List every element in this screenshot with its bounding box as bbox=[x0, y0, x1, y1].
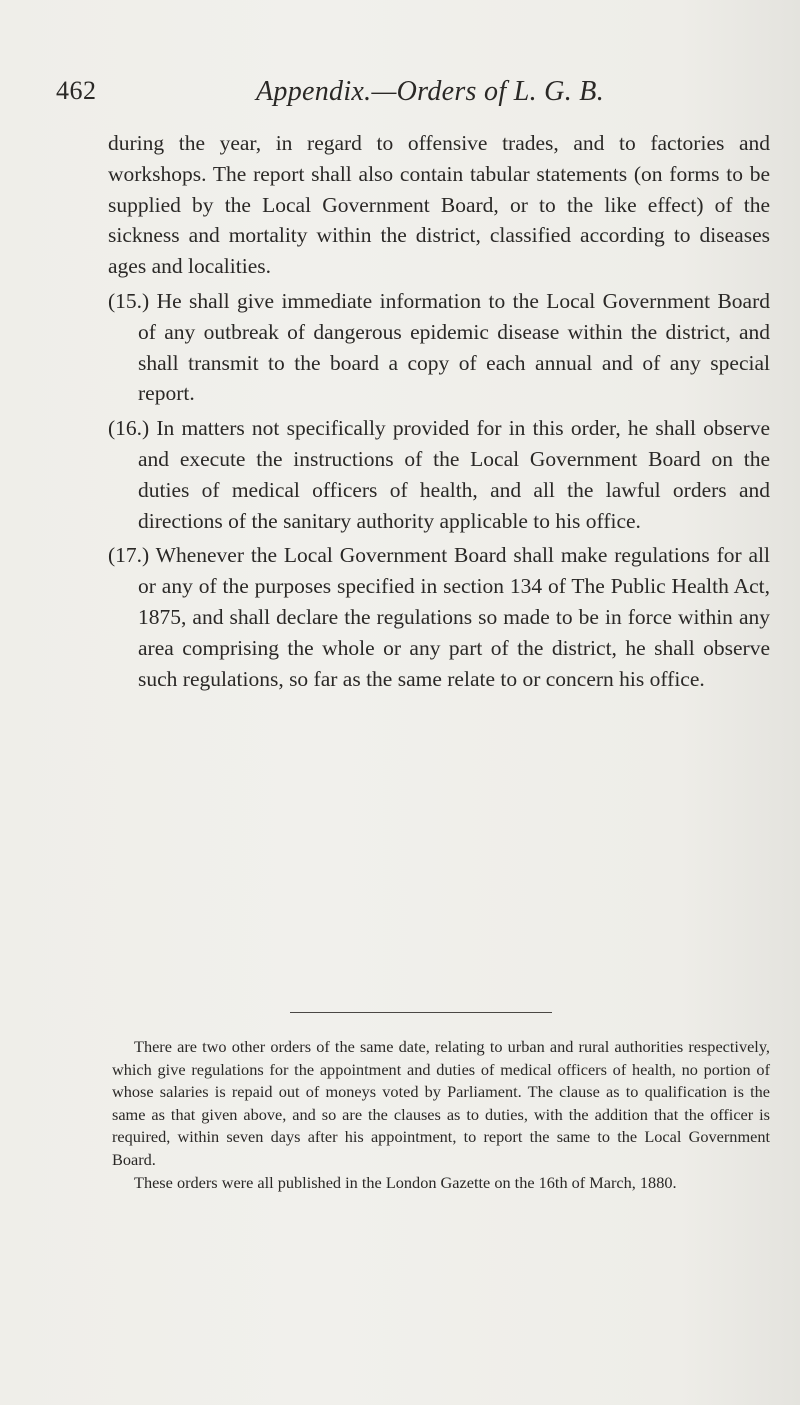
paragraph-17 bbox=[108, 540, 770, 694]
paragraph-16 bbox=[108, 413, 770, 536]
main-text bbox=[108, 128, 770, 694]
page-number: 462 bbox=[56, 76, 97, 105]
paragraph-number: (15.) bbox=[108, 288, 150, 313]
paragraph-text: In matters not specifically provided for in this order, he shall observe and execute the instructions of the Local Government Board on the duties of medical officers of health, and all the lawful orders and directions of the sanitary authority applicable to his office. bbox=[138, 416, 771, 533]
paragraph-number: (16.) bbox=[108, 416, 150, 441]
footnote bbox=[112, 1036, 770, 1194]
paragraph-text: Whenever the Local Government Board shall make regulations for all or any of the purposes specified in section 134 of The Public Health Act, 1875, and shall declare the regulations so made to be in force within any area comprising the whole or any part of the district, he shall observe such regulations, so far as the same relate to or concern his office. bbox=[138, 543, 770, 691]
footnote-divider bbox=[290, 1012, 552, 1013]
paragraph-text: He shall give immediate information to the Local Government Board of any outbreak of dangerous epidemic disease within the district, and shall transmit to the board a copy of each annual and of any special report. bbox=[138, 288, 770, 406]
paragraph-number: (17.) bbox=[108, 543, 150, 568]
paragraph-15 bbox=[108, 286, 770, 409]
running-head: Appendix.—Orders of L. G. B. bbox=[256, 76, 605, 107]
page-header bbox=[56, 76, 756, 116]
footnote-paragraph: There are two other orders of the same date, relating to urban and rural authorities respectively, which give regulations for the appointment and duties of medical officers of health, no portion of whose salaries is repaid out of moneys voted by Parliament. The clause as to qualification is the same as that given above, and so are the clauses as to duties, with the addition that the officer is required, within seven days after his appointment, to report the same to the Local Government Board. bbox=[112, 1037, 770, 1169]
footnote-paragraph: These orders were all published in the London Gazette on the 16th of March, 1880. bbox=[134, 1172, 677, 1192]
continuation-paragraph: during the year, in regard to offensive trades, and to factories and workshops. The report shall also contain tabular statements (on forms to be supplied by the Local Government Board, or to the like effect) of the sickness and mortality within the district, classified according to diseases ages and localities. bbox=[108, 131, 770, 279]
